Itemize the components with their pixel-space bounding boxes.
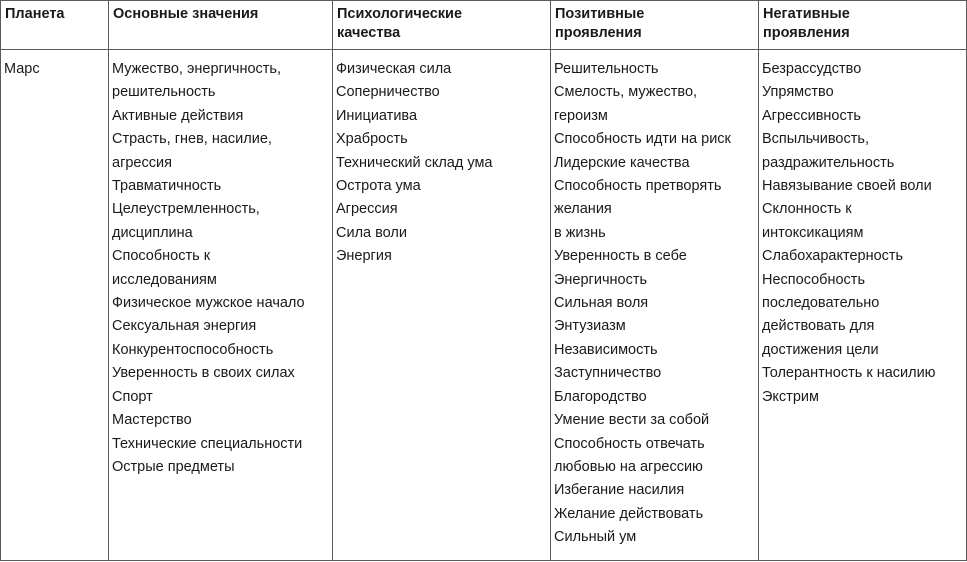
main-meaning-item: Мужество, энергичность, — [112, 61, 281, 77]
psych-quality-item: Технический склад ума — [336, 154, 493, 171]
positive-item: Решительность — [554, 61, 659, 77]
positive-item: Благородство — [554, 388, 647, 405]
main-meaning-item: Сексуальная энергия — [112, 318, 257, 335]
main-meaning-item: Конкурентоспособность — [112, 341, 274, 358]
negative-item: Безрассудство — [762, 61, 862, 77]
main-meaning-item: Способность к — [112, 248, 211, 265]
header-negative-label: Негативные проявления — [763, 6, 850, 41]
positive-item: Независимость — [554, 341, 658, 358]
negative-item: Вспыльчивость, — [762, 131, 869, 148]
positive-item: в жизнь — [554, 224, 606, 241]
negative-item: Толерантность к насилию — [762, 365, 936, 382]
main-meaning-item: Уверенность в своих силах — [112, 365, 295, 382]
negative-item: интоксикациям — [762, 224, 864, 241]
negative-item: Неспособность — [762, 271, 866, 288]
header-positive-label: Позитивные проявления — [555, 6, 645, 41]
psych-quality-item: Соперничество — [336, 84, 440, 101]
cell-planet — [1, 50, 109, 561]
main-meaning-item: Травматичность — [112, 178, 222, 195]
negative-item: Экстрим — [762, 388, 819, 405]
positive-item: Способность отвечать — [554, 435, 705, 452]
cell-negative — [759, 50, 967, 561]
positive-item: Умение вести за собой — [554, 412, 710, 429]
cell-positive — [551, 50, 759, 561]
negative-item: Агрессивность — [762, 107, 861, 124]
main-meaning-item: Технические специальности — [112, 435, 303, 452]
header-psych-qualities — [333, 1, 551, 50]
positive-item: Лидерские качества — [554, 154, 690, 171]
negative-item: действовать для — [762, 318, 875, 335]
header-psych-qualities-label: Психологические качества — [337, 6, 463, 41]
main-meaning-item: Спорт — [112, 388, 153, 405]
psych-quality-item: Острота ума — [336, 178, 421, 195]
planet-name: Марс — [4, 61, 40, 77]
negative-item: Слабохарактерность — [762, 248, 904, 265]
header-negative — [759, 1, 967, 50]
positive-item: желания — [554, 201, 612, 218]
cell-main-meanings — [109, 50, 333, 561]
positive-item: Энтузиазм — [554, 318, 626, 335]
main-meaning-item: решительность — [112, 84, 216, 101]
main-meaning-item: дисциплина — [112, 224, 193, 241]
positive-item: Энергичность — [554, 271, 648, 288]
psych-quality-item: Сила воли — [336, 224, 407, 241]
header-main-meanings-label: Основные значения — [113, 6, 259, 22]
negative-item: Навязывание своей воли — [762, 178, 932, 195]
main-meaning-item: Страсть, гнев, насилие, — [112, 131, 272, 148]
positive-item: Избегание насилия — [554, 482, 685, 499]
negative-item: Упрямство — [762, 84, 834, 101]
main-meaning-item: Физическое мужское начало — [112, 295, 305, 312]
header-planet — [1, 1, 109, 50]
positive-item: Смелость, мужество, — [554, 84, 698, 101]
psych-quality-item: Агрессия — [336, 201, 398, 218]
positive-item: любовью на агрессию — [554, 458, 703, 475]
cell-psych-qualities — [333, 50, 551, 561]
positive-item: Заступничество — [554, 365, 662, 382]
psych-quality-item: Храбрость — [336, 131, 408, 148]
main-meaning-item: Активные действия — [112, 107, 244, 124]
positive-item: героизм — [554, 107, 608, 124]
psych-quality-item: Энергия — [336, 248, 392, 265]
main-meaning-item: исследованиям — [112, 271, 217, 288]
main-meaning-item: Острые предметы — [112, 458, 235, 475]
main-meaning-item: агрессия — [112, 154, 172, 171]
main-meaning-item: Мастерство — [112, 412, 192, 429]
psych-quality-item: Физическая сила — [336, 61, 452, 77]
positive-item: Уверенность в себе — [554, 248, 687, 265]
positive-item: Сильная воля — [554, 295, 649, 312]
table-row — [1, 50, 967, 561]
negative-item: Склонность к — [762, 201, 852, 218]
positive-item: Желание действовать — [554, 505, 704, 522]
header-row — [1, 1, 967, 50]
positive-item: Способность претворять — [554, 178, 722, 195]
header-positive — [551, 1, 759, 50]
positive-item: Способность идти на риск — [554, 131, 731, 148]
psych-quality-item: Инициатива — [336, 107, 418, 124]
negative-item: раздражительность — [762, 154, 895, 171]
header-main-meanings — [109, 1, 333, 50]
main-meaning-item: Целеустремленность, — [112, 201, 260, 218]
positive-item: Сильный ум — [554, 529, 637, 546]
negative-item: последовательно — [762, 295, 880, 312]
header-planet-label: Планета — [5, 6, 65, 22]
negative-item: достижения цели — [762, 341, 879, 358]
